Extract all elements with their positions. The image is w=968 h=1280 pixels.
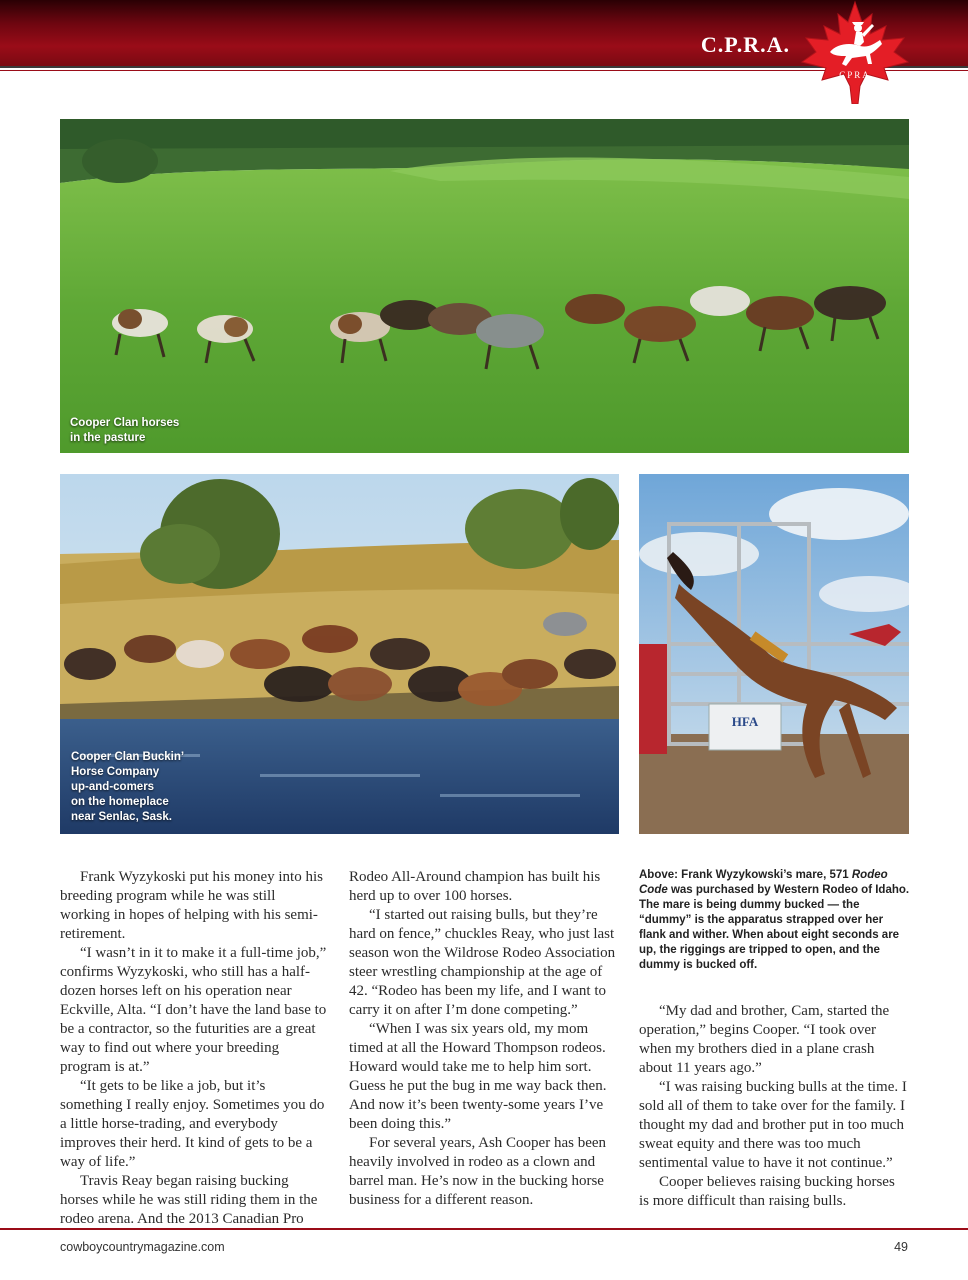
- photo-horses-at-water: [60, 474, 619, 834]
- article-column-2: [349, 868, 617, 1210]
- caption-text: Above: Frank Wyzykowski’s mare, 571: [639, 869, 852, 881]
- article-paragraph: “I started out raising bulls, but they’re hard on fence,” chuckles Reay, who just last season won the Wildrose Rodeo Association steer wrestling championship at the age of 42. “Rodeo has been my life, and I want to carry it on after I’m done competing.”: [349, 907, 616, 1018]
- article-paragraph: Rodeo All-Around champion has built his herd up to over 100 horses.: [349, 869, 601, 904]
- article-paragraph: “I wasn’t in it to make it a full-time job,” confirms Wyzykoski, who still has a half-dozen horses left on his operation near Eckville, Alta. “I don’t have the land base to be a contractor, so the futurities are a great way to find out where your breeding program is at.”: [60, 945, 327, 1075]
- page-number: 49: [894, 1240, 908, 1254]
- article-paragraph: “My dad and brother, Cam, started the operation,” begins Cooper. “I took over when my brothers died in a plane crash about 11 years ago.”: [639, 1003, 890, 1076]
- photo-pasture-horses: [60, 119, 909, 453]
- article-paragraph: Frank Wyzykoski put his money into his breeding program while he was still working in hopes of helping with his semi-retirement.: [60, 869, 323, 942]
- caption-text: was purchased by Western Rodeo of Idaho. The mare is being dummy bucked — the “dummy” is the apparatus strapped over her flank and wither. When about eight seconds are up, the riggings are tripped to open, and the dummy is bucked off.: [639, 884, 910, 971]
- cpra-maple-leaf-logo: [800, 0, 910, 104]
- article-column-1: [60, 868, 328, 1229]
- article-paragraph: “I was raising bucking bulls at the time. I sold all of them to take over for the family. I thought my dad and brother put in too much sweat equity and there was too much sentimental value to have it not continue.”: [639, 1079, 907, 1171]
- section-title: C.P.R.A.: [700, 32, 790, 57]
- article-paragraph: Cooper believes raising bucking horses is more difficult than raising bulls.: [639, 1174, 895, 1209]
- caption-line: Horse Company: [71, 766, 160, 778]
- caption-line: Cooper Clan Buckin’: [71, 751, 185, 763]
- photo-caption-water: [71, 750, 184, 825]
- photo-bucking-mare: [639, 474, 909, 834]
- caption-line: in the pasture: [70, 432, 146, 444]
- caption-line: Cooper Clan horses: [70, 417, 180, 429]
- footer-divider: [0, 1228, 968, 1230]
- caption-line: up-and-comers: [71, 781, 155, 793]
- article-paragraph: “It gets to be like a job, but it’s something I really enjoy. Sometimes you do a little horse-trading, and everybody improves their herd. It kind of gets to be a way of life.”: [60, 1078, 325, 1170]
- footer-website: cowboycountrymagazine.com: [60, 1240, 225, 1254]
- photo-caption-bucking: [639, 868, 911, 973]
- article-paragraph: For several years, Ash Cooper has been heavily involved in rodeo as a clown and barrel man. He’s now in the bucking horse business for a different reason.: [349, 1135, 607, 1208]
- article-paragraph: Travis Reay began raising bucking horses while he was still riding them in the rodeo arena. And the 2013 Canadian Pro: [60, 1173, 318, 1227]
- arena-sign-text: HFA: [731, 714, 759, 729]
- article-paragraph: “When I was six years old, my mom timed at all the Howard Thompson rodeos. Howard would take me to help him sort. Guess he put the bug in me way back then. And now it’s been twenty-some years I’ve been doing this.”: [349, 1021, 607, 1132]
- caption-line: on the homeplace: [71, 796, 169, 808]
- photo-caption-pasture: [70, 416, 179, 446]
- caption-line: near Senlac, Sask.: [71, 811, 173, 823]
- logo-text: CPRA: [839, 70, 871, 80]
- article-column-3: [639, 1002, 907, 1211]
- caption-italic-text: Rodeo Code: [639, 869, 888, 896]
